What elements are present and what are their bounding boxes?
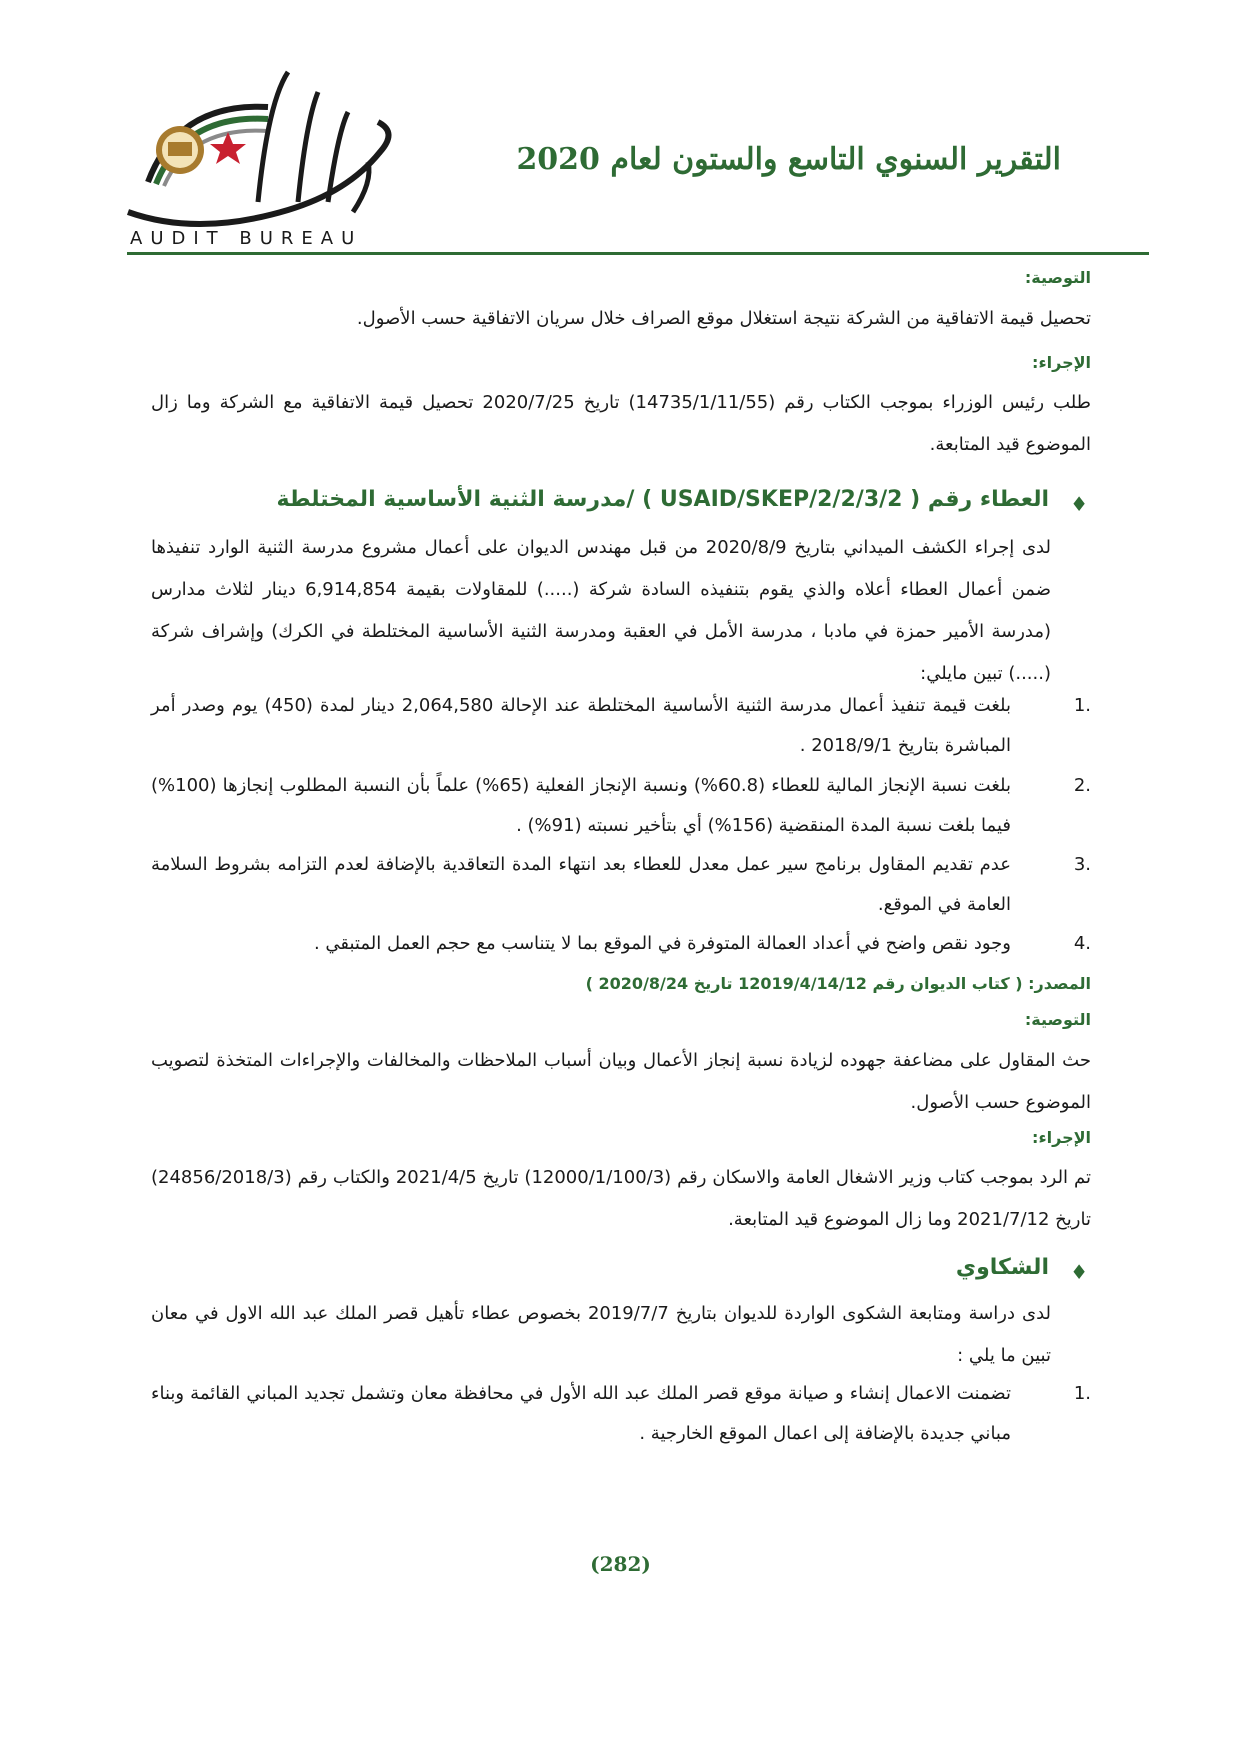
page-number: (282) [590, 1552, 651, 1576]
complaints-title: الشكاوي [955, 1255, 1049, 1280]
list-item [151, 845, 1091, 925]
tender-title: العطاء رقم ( 3/2/USAID/SKEP/2/2 ) /مدرسة الثنية الأساسية المختلطة [276, 487, 1049, 512]
recommendation-label: التوصية: [1024, 268, 1091, 287]
audit-bureau-logo [118, 62, 418, 252]
complaints-intro: لدى دراسة ومتابعة الشكوى الواردة للديوان بتاريخ 2019/7/7 بخصوص عطاء تأهيل قصر الملك عبد الله الاول في معان تبين ما يلي : [151, 1303, 1051, 1366]
recommendation-text: حث المقاول على مضاعفة جهوده لزيادة نسبة إنجاز الأعمال وبيان أسباب الملاحظات والمخالفات والإجراءات المتخذة لتصويب الموضوع حسب الأصول. [151, 1050, 1091, 1113]
list-item-number: 2. [1073, 775, 1091, 796]
tender-intro: لدى إجراء الكشف الميداني بتاريخ 2020/8/9 من قبل مهندس الديوان على أعمال مشروع مدرسة الثنية الوارد تنفيذها ضمن أعمال العطاء أعلاه والذي يقوم بتنفيذه السادة شركة (.....) للمقاولات بقيمة 6,914,854 دينار لثلاث مدارس (مدرسة الأمير حمزة في مادبا ، مدرسة الأمل في العقبة ومدرسة الثنية الأساسية المختلطة في الكرك) وإشراف شركة (.....) تبين مايلي: [151, 537, 1051, 684]
list-item-number: 1. [1073, 695, 1091, 716]
list-item-text: وجود نقص واضح في أعداد العمالة المتوفرة في الموقع بما لا يتناسب مع حجم العمل المتبقي . [313, 933, 1011, 954]
list-item-number: 1. [1073, 1383, 1091, 1404]
logo-english-text: AUDIT BUREAU [130, 228, 363, 249]
recommendation-label: التوصية: [1024, 1010, 1091, 1029]
list-item-text: عدم تقديم المقاول برنامج سير عمل معدل للعطاء بعد انتهاء المدة التعاقدية بالإضافة لعدم التزامه بشروط السلامة العامة في الموقع. [151, 854, 1011, 915]
diamond-bullet-icon: ♦ [1070, 492, 1088, 516]
list-item [151, 686, 1091, 766]
logo-emblem-icon [118, 62, 418, 252]
action-label: الإجراء: [1032, 1128, 1091, 1147]
header-divider [127, 252, 1149, 255]
report-title: التقرير السنوي التاسع والستون لعام 2020 [516, 142, 1061, 177]
diamond-bullet-icon: ♦ [1070, 1260, 1088, 1284]
action-text: طلب رئيس الوزراء بموجب الكتاب رقم (14735/1/11/55) تاريخ 2020/7/25 تحصيل قيمة الاتفاقية مع الشركة وما زال الموضوع قيد المتابعة. [151, 392, 1092, 455]
list-item [151, 766, 1091, 846]
list-item [151, 924, 1091, 964]
list-item-number: 3. [1073, 854, 1091, 875]
list-item-text: تضمنت الاعمال إنشاء و صيانة موقع قصر الملك عبد الله الأول في محافظة معان وتشمل تجديد المباني القائمة وبناء مباني جديدة بالإضافة إلى اعمال الموقع الخارجية . [151, 1383, 1011, 1444]
list-item-text: بلغت نسبة الإنجاز المالية للعطاء (60.8%) ونسبة الإنجاز الفعلية (65%) علماً بأن النسبة المطلوب إنجازها (100%) فيما بلغت نسبة المدة المنقضية (156%) أي بتأخير نسبته (91%) . [151, 775, 1012, 836]
action-text: تم الرد بموجب كتاب وزير الاشغال العامة والاسكان رقم (12000/1/100/3) تاريخ 2021/4/5 والكتاب رقم (24856/2018/3) تاريخ 2021/7/12 وما زال الموضوع قيد المتابعة. [151, 1167, 1092, 1230]
recommendation-text: تحصيل قيمة الاتفاقية من الشركة نتيجة استغلال موقع الصراف خلال سريان الاتفاقية حسب الأصول. [356, 308, 1091, 329]
action-label: الإجراء: [1032, 353, 1091, 372]
list-item-text: بلغت قيمة تنفيذ أعمال مدرسة الثنية الأساسية المختلطة عند الإحالة 2,064,580 دينار لمدة (450) يوم وصدر أمر المباشرة بتاريخ 2018/9/1 . [151, 695, 1011, 756]
list-item [151, 1374, 1091, 1454]
list-item-number: 4. [1073, 933, 1091, 954]
source-citation: المصدر: ( كتاب الديوان رقم 12019/4/14/12 تاريخ 2020/8/24 ) [585, 974, 1091, 993]
